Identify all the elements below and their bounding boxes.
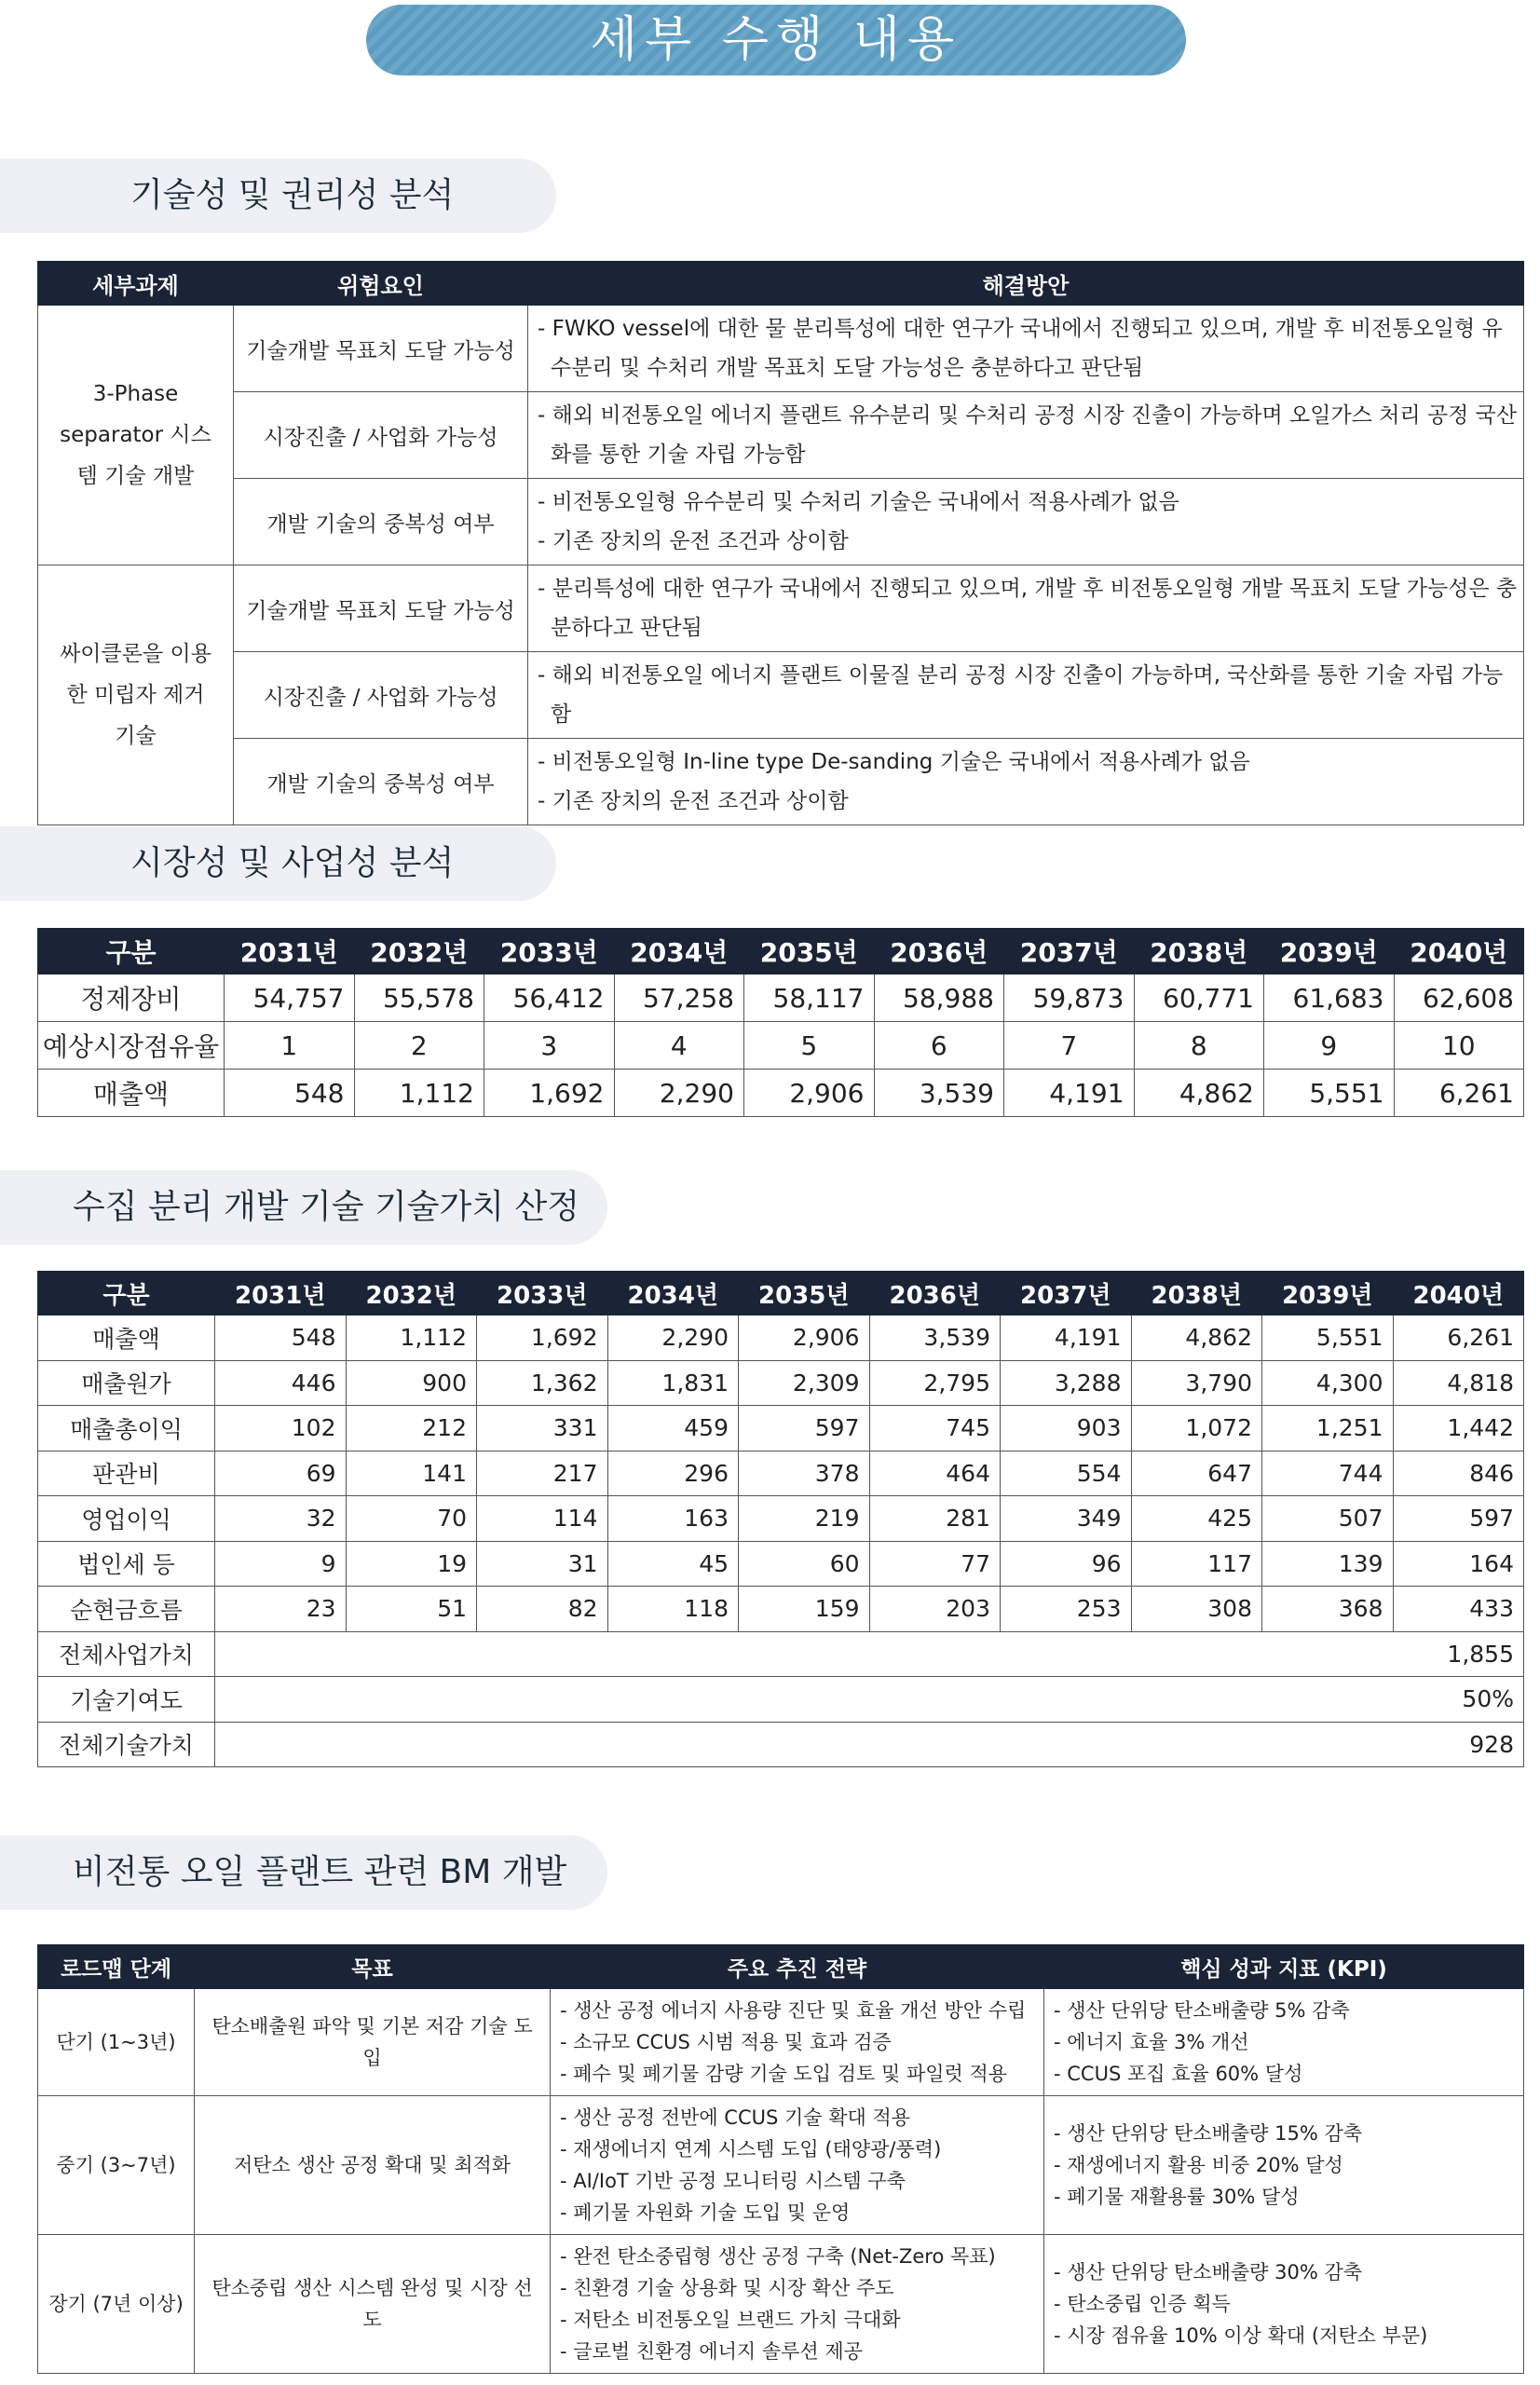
stage-cell: 단기 (1~3년) (38, 1989, 195, 2096)
row-label: 전체기술가치 (38, 1722, 215, 1767)
strategy-line: - 친환경 기술 상용화 및 시장 확산 주도 (560, 2277, 894, 2299)
col-header: 2035년 (744, 929, 875, 974)
task-cell: 싸이클론을 이용한 미립자 제거 기술 (38, 566, 234, 825)
strategy-cell (551, 2235, 1044, 2374)
col-header: 로드맵 단계 (38, 1945, 195, 1989)
solution-line: - 비전통오일형 In-line type De-sanding 기술은 국내에서 적용사례가 없음 (538, 750, 1250, 774)
value-cell: 82 (477, 1587, 608, 1632)
value-cell: 1,112 (346, 1315, 477, 1361)
strategy-line: - 저탄소 비전통오일 브랜드 가치 극대화 (560, 2309, 901, 2331)
value-cell: 45 (607, 1541, 739, 1587)
kpi-line: - 에너지 효율 3% 개선 (1054, 2031, 1249, 2053)
section1-title: 기술성 및 권리성 분석 (130, 176, 455, 214)
value-cell: 6 (874, 1022, 1004, 1070)
value-cell: 10 (1394, 1022, 1524, 1070)
solution-line: - FWKO vessel에 대한 물 분리특성에 대한 연구가 국내에서 진행되고 있으며, 개발 후 비전통오일형 유수분리 및 수처리 개발 목표치 도달 가능성은 충분하다고 판단됨 (538, 317, 1503, 380)
col-header: 2034년 (614, 929, 744, 974)
value-cell: 58,988 (874, 974, 1004, 1022)
col-header: 2034년 (607, 1272, 739, 1315)
solution-cell (528, 652, 1524, 739)
value-cell: 745 (869, 1406, 1001, 1451)
row-label: 매출원가 (38, 1360, 215, 1406)
value-cell: 114 (477, 1496, 608, 1542)
value-cell: 62,608 (1394, 974, 1524, 1022)
row-label: 법인세 등 (38, 1541, 215, 1587)
col-header: 해결방안 (528, 262, 1524, 306)
col-header: 구분 (38, 1272, 215, 1315)
value-cell: 60,771 (1134, 974, 1264, 1022)
value-cell: 464 (869, 1451, 1001, 1496)
value-cell: 51 (346, 1587, 477, 1632)
section2-title: 시장성 및 사업성 분석 (130, 844, 455, 882)
table-header-row (38, 929, 1524, 974)
col-header: 2040년 (1393, 1272, 1524, 1315)
value-cell: 378 (739, 1451, 870, 1496)
risk-cell: 개발 기술의 중복성 여부 (234, 479, 528, 566)
value-cell: 61,683 (1264, 974, 1395, 1022)
table-row (38, 392, 1524, 479)
solution-cell (528, 392, 1524, 479)
value-cell: 4,862 (1134, 1070, 1264, 1117)
solution-line: - 해외 비전통오일 에너지 플랜트 이물질 분리 공정 시장 진출이 가능하며, 국산화를 통한 기술 자립 가능함 (538, 663, 1504, 727)
value-cell: 32 (215, 1496, 347, 1542)
value-cell: 3 (484, 1022, 615, 1070)
value-cell: 1,692 (477, 1315, 608, 1361)
value-cell: 2,906 (739, 1315, 870, 1361)
row-label: 예상시장점유율 (38, 1022, 225, 1070)
strategy-cell (551, 1989, 1044, 2096)
kpi-cell (1044, 2235, 1524, 2374)
col-header: 2031년 (215, 1272, 347, 1315)
col-header: 구분 (38, 929, 225, 974)
value-cell: 203 (869, 1587, 1001, 1632)
value-cell: 597 (1393, 1496, 1524, 1542)
col-header: 2035년 (739, 1272, 870, 1315)
col-header: 2031년 (225, 929, 355, 974)
value-cell: 4,191 (1001, 1315, 1132, 1361)
risk-cell: 시장진출 / 사업화 가능성 (234, 652, 528, 739)
value-cell: 2,290 (614, 1070, 744, 1117)
valuation-table (37, 1271, 1524, 1767)
value-cell: 6,261 (1393, 1315, 1524, 1361)
value-cell: 70 (346, 1496, 477, 1542)
summary-value: 1,855 (215, 1631, 1524, 1677)
solution-line: - 기존 장치의 운전 조건과 상이함 (538, 529, 849, 553)
value-cell: 5 (744, 1022, 875, 1070)
section3-title: 수집 분리 개발 기술 기술가치 산정 (73, 1188, 580, 1226)
value-cell: 2,795 (869, 1360, 1001, 1406)
row-label: 전체사업가치 (38, 1631, 215, 1677)
value-cell: 554 (1001, 1451, 1132, 1496)
section-title-tech-rights (0, 158, 556, 233)
value-cell: 4 (614, 1022, 744, 1070)
table-row (38, 566, 1524, 652)
value-cell: 56,412 (484, 974, 615, 1022)
summary-row (38, 1631, 1524, 1677)
section4-title: 비전통 오일 플랜트 관련 BM 개발 (73, 1853, 567, 1891)
table-row (38, 1406, 1524, 1451)
value-cell: 846 (1393, 1451, 1524, 1496)
table-row (38, 652, 1524, 739)
value-cell: 217 (477, 1451, 608, 1496)
section-title-bm (0, 1835, 607, 1910)
value-cell: 253 (1001, 1587, 1132, 1632)
col-header: 2036년 (869, 1272, 1001, 1315)
value-cell: 296 (607, 1451, 739, 1496)
value-cell: 59,873 (1004, 974, 1135, 1022)
solution-cell (528, 306, 1524, 392)
market-table (37, 928, 1524, 1117)
kpi-line: - 폐기물 재활용률 30% 달성 (1054, 2186, 1300, 2208)
table-header-row (38, 262, 1524, 306)
value-cell: 1,251 (1262, 1406, 1394, 1451)
col-header: 2037년 (1004, 929, 1135, 974)
value-cell: 548 (225, 1070, 355, 1117)
solution-line: - 비전통오일형 유수분리 및 수처리 기술은 국내에서 적용사례가 없음 (538, 490, 1179, 514)
value-cell: 446 (215, 1360, 347, 1406)
col-header: 2033년 (484, 929, 615, 974)
table-row (38, 1541, 1524, 1587)
solution-cell (528, 566, 1524, 652)
value-cell: 1,692 (484, 1070, 615, 1117)
col-header: 2036년 (874, 929, 1004, 974)
page-banner-title: 세부 수행 내용 (366, 5, 1186, 75)
value-cell: 163 (607, 1496, 739, 1542)
goal-cell: 저탄소 생산 공정 확대 및 최적화 (195, 2096, 551, 2235)
col-header: 2039년 (1264, 929, 1395, 974)
row-label: 매출액 (38, 1070, 225, 1117)
value-cell: 2,309 (739, 1360, 870, 1406)
value-cell: 647 (1131, 1451, 1262, 1496)
value-cell: 69 (215, 1451, 347, 1496)
kpi-line: - 생산 단위당 탄소배출량 30% 감축 (1054, 2261, 1363, 2283)
value-cell: 900 (346, 1360, 477, 1406)
value-cell: 2 (354, 1022, 484, 1070)
kpi-line: - 탄소중립 인증 획득 (1054, 2293, 1231, 2315)
row-label: 판관비 (38, 1451, 215, 1496)
solution-cell (528, 739, 1524, 825)
table-header-row (38, 1945, 1524, 1989)
col-header: 핵심 성과 지표 (KPI) (1044, 1945, 1524, 1989)
value-cell: 117 (1131, 1541, 1262, 1587)
kpi-cell (1044, 1989, 1524, 2096)
value-cell: 4,862 (1131, 1315, 1262, 1361)
value-cell: 1,362 (477, 1360, 608, 1406)
goal-cell: 탄소배출원 파악 및 기본 저감 기술 도입 (195, 1989, 551, 2096)
value-cell: 219 (739, 1496, 870, 1542)
value-cell: 2,290 (607, 1315, 739, 1361)
solution-line: - 분리특성에 대한 연구가 국내에서 진행되고 있으며, 개발 후 비전통오일형 개발 목표치 도달 가능성은 충분하다고 판단됨 (538, 577, 1518, 640)
value-cell: 425 (1131, 1496, 1262, 1542)
value-cell: 159 (739, 1587, 870, 1632)
table-row (38, 1070, 1524, 1117)
col-header: 목표 (195, 1945, 551, 1989)
table-row (38, 1022, 1524, 1070)
risk-cell: 기술개발 목표치 도달 가능성 (234, 566, 528, 652)
row-label: 기술기여도 (38, 1677, 215, 1723)
col-header: 2033년 (477, 1272, 608, 1315)
section-title-valuation (0, 1170, 607, 1245)
col-header: 주요 추진 전략 (551, 1945, 1044, 1989)
value-cell: 19 (346, 1541, 477, 1587)
goal-cell: 탄소중립 생산 시스템 완성 및 시장 선도 (195, 2235, 551, 2374)
table-row (38, 479, 1524, 566)
kpi-line: - 시장 점유율 10% 이상 확대 (저탄소 부문) (1054, 2324, 1428, 2347)
solution-line: - 해외 비전통오일 에너지 플랜트 유수분리 및 수처리 공정 시장 진출이 가능하며 오일가스 처리 공정 국산화를 통한 기술 자립 가능함 (538, 403, 1518, 467)
stage-cell: 중기 (3~7년) (38, 2096, 195, 2235)
value-cell: 308 (1131, 1587, 1262, 1632)
kpi-line: - 생산 단위당 탄소배출량 5% 감축 (1054, 1999, 1350, 2022)
value-cell: 3,288 (1001, 1360, 1132, 1406)
table-row (38, 974, 1524, 1022)
value-cell: 903 (1001, 1406, 1132, 1451)
strategy-line: - 폐기물 자원화 기술 도입 및 운영 (560, 2201, 851, 2224)
table-row (38, 739, 1524, 825)
col-header: 2038년 (1134, 929, 1264, 974)
value-cell: 77 (869, 1541, 1001, 1587)
table-row (38, 1587, 1524, 1632)
kpi-line: - CCUS 포집 효율 60% 달성 (1054, 2063, 1303, 2085)
strategy-line: - 폐수 및 폐기물 감량 기술 도입 검토 및 파일럿 적용 (560, 2063, 1008, 2085)
value-cell: 7 (1004, 1022, 1135, 1070)
summary-row (38, 1677, 1524, 1723)
summary-value: 928 (215, 1722, 1524, 1767)
task-cell: 3-Phase separator 시스템 기술 개발 (38, 306, 234, 566)
strategy-line: - 소규모 CCUS 시범 적용 및 효과 검증 (560, 2031, 892, 2053)
risk-cell: 개발 기술의 중복성 여부 (234, 739, 528, 825)
value-cell: 31 (477, 1541, 608, 1587)
section-title-market (0, 826, 556, 901)
col-header: 2037년 (1001, 1272, 1132, 1315)
value-cell: 102 (215, 1406, 347, 1451)
strategy-line: - 생산 공정 전반에 CCUS 기술 확대 적용 (560, 2106, 911, 2129)
value-cell: 349 (1001, 1496, 1132, 1542)
value-cell: 507 (1262, 1496, 1394, 1542)
value-cell: 368 (1262, 1587, 1394, 1632)
stage-cell: 장기 (7년 이상) (38, 2235, 195, 2374)
value-cell: 548 (215, 1315, 347, 1361)
col-header: 2038년 (1131, 1272, 1262, 1315)
strategy-line: - 생산 공정 에너지 사용량 진단 및 효율 개선 방안 수립 (560, 1999, 1027, 2022)
value-cell: 6,261 (1394, 1070, 1524, 1117)
value-cell: 58,117 (744, 974, 875, 1022)
solution-line: - 기존 장치의 운전 조건과 상이함 (538, 789, 849, 813)
value-cell: 212 (346, 1406, 477, 1451)
value-cell: 4,818 (1393, 1360, 1524, 1406)
value-cell: 3,539 (869, 1315, 1001, 1361)
row-label: 영업이익 (38, 1496, 215, 1542)
table-row (38, 1989, 1524, 2096)
value-cell: 5,551 (1262, 1315, 1394, 1361)
tech-rights-table (37, 261, 1524, 825)
value-cell: 281 (869, 1496, 1001, 1542)
value-cell: 433 (1393, 1587, 1524, 1632)
value-cell: 4,300 (1262, 1360, 1394, 1406)
table-row (38, 1496, 1524, 1542)
strategy-line: - 완전 탄소중립형 생산 공정 구축 (Net-Zero 목표) (560, 2245, 996, 2268)
table-row (38, 1360, 1524, 1406)
kpi-line: - 재생에너지 활용 비중 20% 달성 (1054, 2154, 1343, 2176)
value-cell: 3,790 (1131, 1360, 1262, 1406)
strategy-cell (551, 2096, 1044, 2235)
value-cell: 60 (739, 1541, 870, 1587)
col-header: 세부과제 (38, 262, 234, 306)
col-header: 위험요인 (234, 262, 528, 306)
value-cell: 23 (215, 1587, 347, 1632)
risk-cell: 시장진출 / 사업화 가능성 (234, 392, 528, 479)
strategy-line: - 글로벌 친환경 에너지 솔루션 제공 (560, 2340, 863, 2363)
value-cell: 1,442 (1393, 1406, 1524, 1451)
value-cell: 2,906 (744, 1070, 875, 1117)
kpi-cell (1044, 2096, 1524, 2235)
col-header: 2032년 (346, 1272, 477, 1315)
value-cell: 118 (607, 1587, 739, 1632)
strategy-line: - 재생에너지 연계 시스템 도입 (태양광/풍력) (560, 2138, 942, 2160)
value-cell: 57,258 (614, 974, 744, 1022)
value-cell: 139 (1262, 1541, 1394, 1587)
value-cell: 3,539 (874, 1070, 1004, 1117)
kpi-line: - 생산 단위당 탄소배출량 15% 감축 (1054, 2122, 1363, 2145)
solution-cell (528, 479, 1524, 566)
table-row (38, 2235, 1524, 2374)
table-row (38, 2096, 1524, 2235)
value-cell: 55,578 (354, 974, 484, 1022)
value-cell: 5,551 (1264, 1070, 1395, 1117)
value-cell: 1,831 (607, 1360, 739, 1406)
strategy-line: - AI/IoT 기반 공정 모니터링 시스템 구축 (560, 2170, 906, 2192)
risk-cell: 기술개발 목표치 도달 가능성 (234, 306, 528, 392)
value-cell: 54,757 (225, 974, 355, 1022)
value-cell: 1 (225, 1022, 355, 1070)
summary-value: 50% (215, 1677, 1524, 1723)
row-label: 정제장비 (38, 974, 225, 1022)
value-cell: 459 (607, 1406, 739, 1451)
value-cell: 9 (1264, 1022, 1395, 1070)
col-header: 2040년 (1394, 929, 1524, 974)
value-cell: 4,191 (1004, 1070, 1135, 1117)
value-cell: 141 (346, 1451, 477, 1496)
row-label: 순현금흐름 (38, 1587, 215, 1632)
value-cell: 164 (1393, 1541, 1524, 1587)
value-cell: 597 (739, 1406, 870, 1451)
table-row (38, 1315, 1524, 1361)
col-header: 2039년 (1262, 1272, 1394, 1315)
row-label: 매출액 (38, 1315, 215, 1361)
col-header: 2032년 (354, 929, 484, 974)
value-cell: 744 (1262, 1451, 1394, 1496)
value-cell: 331 (477, 1406, 608, 1451)
table-row (38, 1451, 1524, 1496)
value-cell: 9 (215, 1541, 347, 1587)
value-cell: 8 (1134, 1022, 1264, 1070)
table-row (38, 306, 1524, 392)
row-label: 매출총이익 (38, 1406, 215, 1451)
table-header-row (38, 1272, 1524, 1315)
value-cell: 96 (1001, 1541, 1132, 1587)
bm-roadmap-table (37, 1944, 1524, 2374)
value-cell: 1,112 (354, 1070, 484, 1117)
summary-row (38, 1722, 1524, 1767)
value-cell: 1,072 (1131, 1406, 1262, 1451)
